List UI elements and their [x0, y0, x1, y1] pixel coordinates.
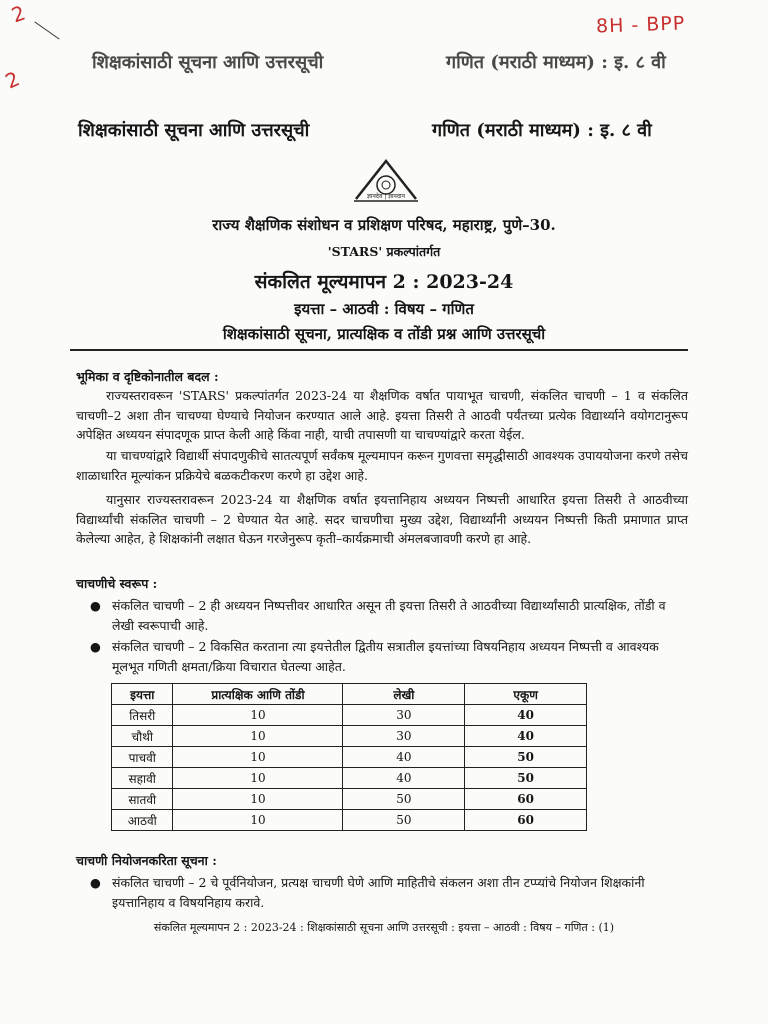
section-heading-role: भूमिका व दृष्टिकोनातील बदल :: [76, 369, 219, 384]
section-heading-planning: चाचणी नियोजनकरिता सूचना :: [76, 853, 217, 868]
table-cell: 10: [173, 726, 343, 747]
table-cell: 40: [465, 726, 587, 747]
table-header: लेखी: [343, 684, 465, 705]
table-cell: तिसरी: [112, 705, 173, 726]
table-cell: 30: [343, 705, 465, 726]
logo-motto: ज्ञानदेव | ज्ञानदान: [367, 193, 405, 200]
faded-header-right: गणित (मराठी माध्यम) : इ. ८ वी: [446, 52, 666, 73]
table-header: प्रात्यक्षिक आणि तोंडी: [173, 684, 343, 705]
table-cell: चौथी: [112, 726, 173, 747]
title-divider: [70, 349, 688, 351]
table-cell: 50: [343, 789, 465, 810]
list-item: ● संकलित चाचणी – 2 ही अध्ययन निष्पत्तीवर आधारित असून ती इयत्ता तिसरी ते आठवीच्या विद्यार्थ्यांसाठी प्रात्यक्षिक, तोंडी व लेखी स्वरूपाची आहे.: [90, 598, 666, 633]
table-header: एकूण: [465, 684, 587, 705]
intro-paragraph-1: राज्यस्तरावरून 'STARS' प्रकल्पांतर्गत 2023-24 या शैक्षणिक वर्षात पायाभूत चाचणी, संकलित चाचणी – 1 व संकलित चाचणी–2 अशा तीन चाचण्या घेण्याचे नियोजन करण्यात आले आहे. इयत्ता तिसरी ते आठवी पर्यंतच्या प्रत्येक विद्यार्थ्याने वयोगटानुरूप अपेक्षित अध्ययन संपादणूक प्राप्त केली आहे किंवा नाही, याची तपासणी या चाचण्यांद्वारे करता येईल.: [76, 388, 688, 442]
table-row: [112, 789, 587, 810]
class-subject-line: इयत्ता – आठवी : विषय – गणित: [294, 300, 474, 318]
table-cell: 50: [343, 810, 465, 831]
table-cell: 40: [465, 705, 587, 726]
header-left: शिक्षकांसाठी सूचना आणि उत्तरसूची: [78, 120, 310, 141]
table-cell: 10: [173, 705, 343, 726]
marks-distribution-table: [111, 683, 587, 831]
table-header: इयत्ता: [112, 684, 173, 705]
table-cell: 40: [343, 768, 465, 789]
page-title: संकलित मूल्यमापन 2 : 2023-24: [254, 271, 514, 293]
table-cell: 10: [173, 768, 343, 789]
table-cell: 30: [343, 726, 465, 747]
table-cell: 10: [173, 789, 343, 810]
section-heading-test-format: चाचणीचे स्वरूप :: [76, 576, 158, 591]
program-name: 'STARS' प्रकल्पांतर्गत: [327, 244, 441, 259]
header-right: गणित (मराठी माध्यम) : इ. ८ वी: [432, 120, 652, 141]
handwritten-corner-mark: 2: [8, 0, 29, 28]
table-row: [112, 705, 587, 726]
list-item: ● संकलित चाचणी – 2 चे पूर्वनियोजन, प्रत्यक्ष चाचणी घेणे आणि माहितीचे संकलन अशा तीन टप्प्यांचे नियोजन शिक्षकांनी इयत्तानिहाय व विषयनिहाय करावे.: [90, 875, 645, 910]
table-cell: 60: [465, 789, 587, 810]
table-header-row: [112, 684, 587, 705]
table-row: [112, 768, 587, 789]
table-cell: 10: [173, 810, 343, 831]
handwritten-top-right-note: 8H - BPP: [595, 12, 686, 38]
faded-header-left: शिक्षकांसाठी सूचना आणि उत्तरसूची: [92, 52, 324, 73]
table-cell: 40: [343, 747, 465, 768]
list-item: ● संकलित चाचणी – 2 विकसित करताना त्या इयत्तेतील द्वितीय सत्रातील इयत्तांच्या विषयनिहाय अध्ययन निष्पत्ती व आवश्यक मूलभूत गणिती क्षमता/क्रिया विचारात घेतल्या आहेत.: [90, 639, 659, 674]
table-cell: सातवी: [112, 789, 173, 810]
handwritten-slash: [34, 21, 59, 39]
table-row: [112, 747, 587, 768]
intro-paragraph-3: यानुसार राज्यस्तरावरून 2023-24 या शैक्षणिक वर्षात इयत्तानिहाय अध्ययन निष्पत्ती आधारित इयत्ता तिसरी ते आठवीच्या विद्यार्थ्यांची संकलित चाचणी – 2 घेण्यात येत आहे. सदर चाचणीचा मुख्य उद्देश, विद्यार्थ्यांनी अध्ययन निष्पत्ती किती प्रमाणात प्राप्त केलेल्या आहेत, हे शिक्षकांनी लक्षात घेऊन गरजेनुरूप कृती–कार्यक्रमाची अंमलबजावणी करणे हा आहे.: [76, 492, 688, 546]
table-cell: पाचवी: [112, 747, 173, 768]
table-row: [112, 810, 587, 831]
intro-paragraph-2: या चाचण्यांद्वारे विद्यार्थी संपादणुकीचे सातत्यपूर्ण सर्वंकष मूल्यमापन करून गुणवत्ता समृद्धीसाठी आवश्यक उपाययोजना करणे तसेच शाळाधारित मूल्यांकन प्रक्रियेचे बळकटीकरण करणे हा उद्देश आहे.: [76, 448, 688, 483]
table-row: [112, 726, 587, 747]
table-cell: आठवी: [112, 810, 173, 831]
table-cell: 50: [465, 768, 587, 789]
bullet-icon: ●: [90, 639, 101, 654]
bullet-icon: ●: [90, 598, 101, 613]
table-cell: 10: [173, 747, 343, 768]
handwritten-side-mark: 2: [1, 66, 24, 94]
org-name: राज्य शैक्षणिक संशोधन व प्रशिक्षण परिषद, महाराष्ट्र, पुणे–30.: [212, 216, 556, 234]
document-description: शिक्षकांसाठी सूचना, प्रात्यक्षिक व तोंडी प्रश्न आणि उत्तरसूची: [222, 325, 546, 343]
bullet-icon: ●: [90, 875, 101, 890]
table-cell: सहावी: [112, 768, 173, 789]
table-cell: 60: [465, 810, 587, 831]
scert-logo: [350, 157, 422, 207]
table-cell: 50: [465, 747, 587, 768]
page-footer: संकलित मूल्यमापन 2 : 2023-24 : शिक्षकांसाठी सूचना आणि उत्तरसूची : इयत्ता – आठवी : विषय – गणित : (1): [153, 921, 615, 934]
